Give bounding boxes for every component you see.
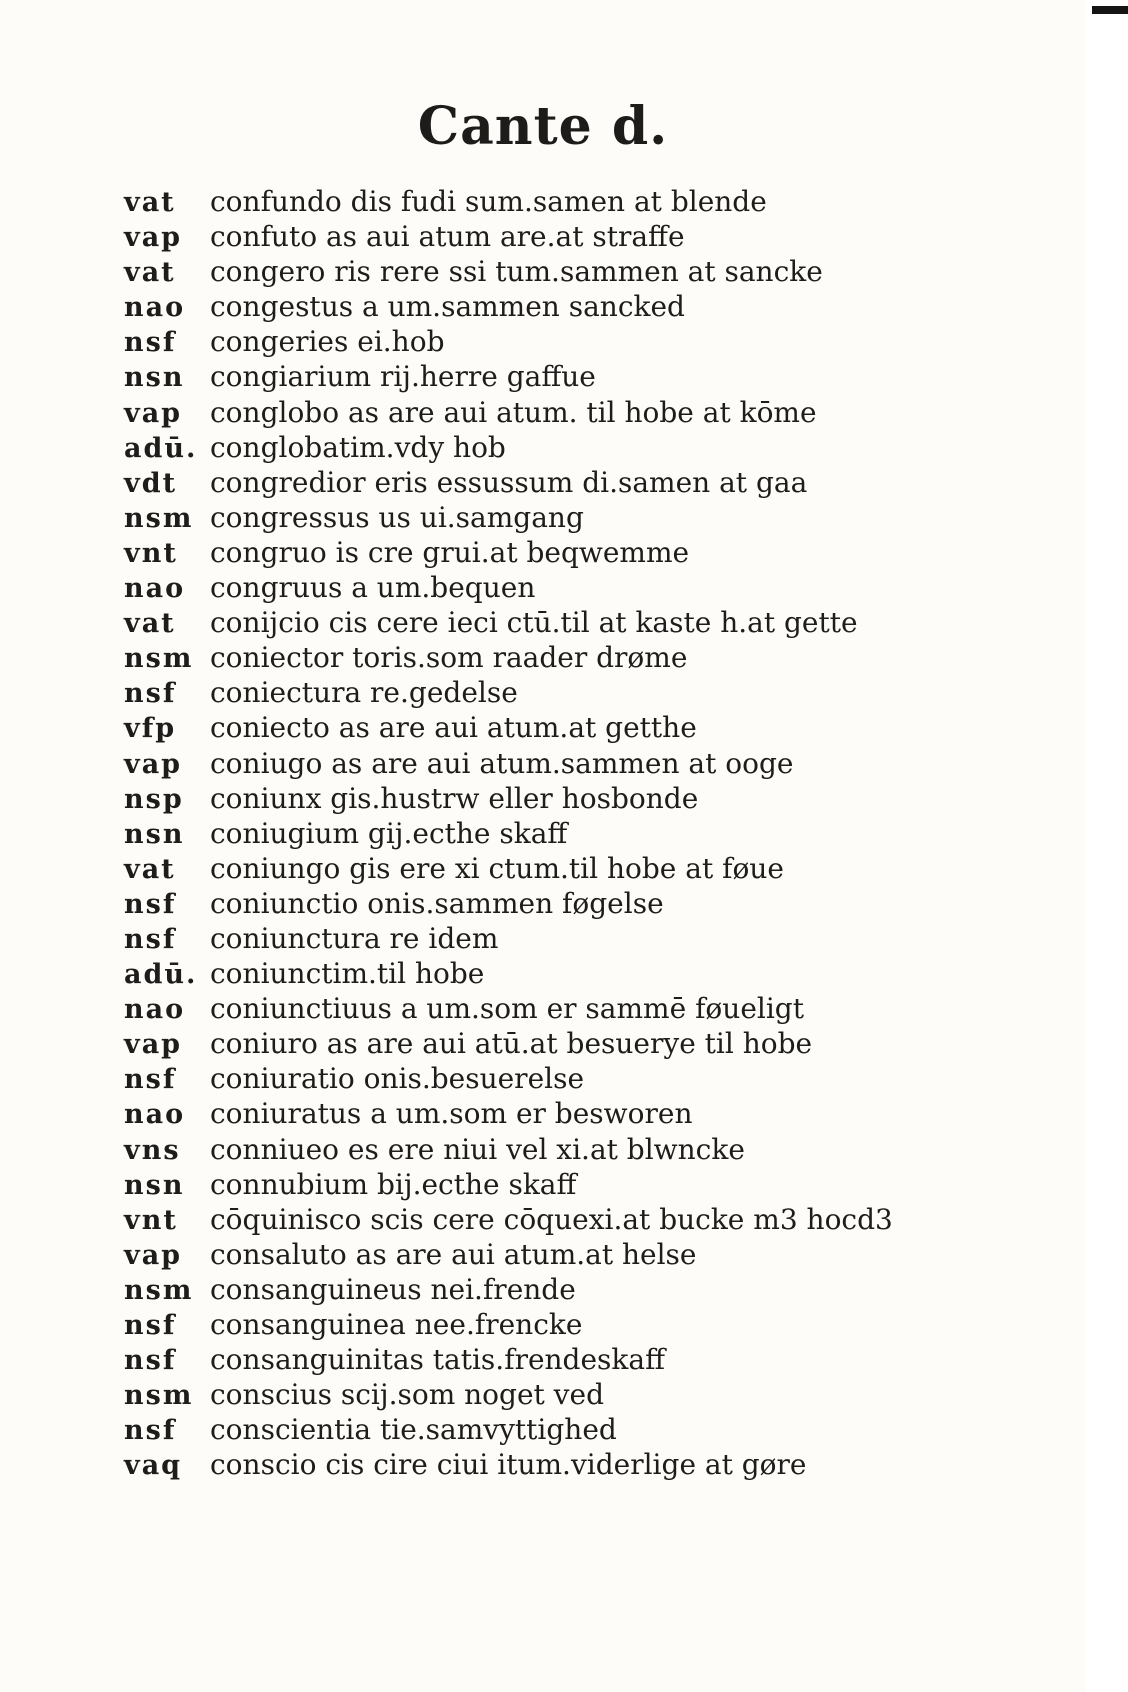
- grammar-code: vap: [124, 1029, 183, 1061]
- grammar-code: vat: [124, 257, 176, 289]
- scan-edge-mark: [1092, 6, 1128, 14]
- entry-text: cōquinisco scis cere cōquexi.at bucke m3 hocd3: [210, 1202, 893, 1236]
- entry-text: conijcio cis cere ieci ctū.til at kaste h.at gette: [210, 606, 858, 640]
- entry-text: congressus us ui.samgang: [210, 500, 584, 534]
- entry-text: conglobo as are aui atum. til hobe at kōme: [210, 395, 817, 429]
- grammar-code: nao: [124, 994, 186, 1026]
- grammar-code: nao: [124, 292, 186, 324]
- grammar-code: nsf: [124, 888, 177, 920]
- entry-text: consanguinea nee.frencke: [210, 1308, 583, 1341]
- dictionary-entry: [124, 1413, 924, 1448]
- dictionary-entry: [124, 1378, 924, 1413]
- dictionary-entry: [124, 992, 924, 1027]
- entry-text: coniuro as are aui atū.at besuerye til hobe: [210, 1027, 813, 1061]
- dictionary-entry: [124, 220, 924, 255]
- grammar-code: nsf: [124, 923, 177, 955]
- dictionary-entry: [124, 290, 924, 325]
- entry-text: coniunctiuus a um.som er sammē føueligt: [210, 992, 804, 1026]
- grammar-code: nsf: [124, 1345, 177, 1377]
- dictionary-entry: [124, 782, 924, 817]
- dictionary-entry: [124, 1308, 924, 1343]
- entry-text: coniunx gis.hustrw eller hosbonde: [210, 781, 699, 815]
- entry-text: congestus a um.sammen sancked: [210, 290, 685, 324]
- grammar-code: vnt: [124, 537, 178, 569]
- grammar-code: vns: [124, 1134, 181, 1166]
- page-margin: [1086, 0, 1128, 1692]
- entry-text: coniunctim.til hobe: [210, 957, 485, 991]
- dictionary-entry: [124, 1448, 924, 1483]
- entry-text: coniungo gis ere xi ctum.til hobe at føue: [210, 851, 784, 885]
- entry-text: coniunctura re idem: [210, 921, 499, 955]
- entry-text: conniueo es ere niui vel xi.at blwncke: [210, 1132, 745, 1166]
- dictionary-entry: [124, 466, 924, 501]
- entry-text: coniuratus a um.som er besworen: [210, 1097, 693, 1131]
- dictionary-entry: [124, 396, 924, 431]
- entry-text: connubium bij.ecthe skaff: [210, 1167, 577, 1201]
- grammar-code: adū.: [124, 959, 198, 991]
- dictionary-entry: [124, 185, 924, 220]
- dictionary-entry: [124, 641, 924, 676]
- grammar-code: nsf: [124, 327, 177, 359]
- entry-text: coniugo as are aui atum.sammen at ooge: [210, 746, 794, 780]
- dictionary-entry: [124, 325, 924, 360]
- dictionary-entry: [124, 255, 924, 290]
- dictionary-entry: [124, 747, 924, 782]
- entry-text: congruo is cre grui.at beqwemme: [210, 535, 690, 569]
- entry-text: conscientia tie.samvyttighed: [210, 1413, 617, 1447]
- dictionary-entry: [124, 571, 924, 606]
- grammar-code: nsn: [124, 1169, 185, 1201]
- entry-text: coniunctio onis.sammen føgelse: [210, 886, 664, 920]
- dictionary-entry: [124, 817, 924, 852]
- grammar-code: nao: [124, 1099, 186, 1131]
- entry-text: congiarium rij.herre gaffue: [210, 360, 596, 394]
- grammar-code: nsm: [124, 1274, 194, 1306]
- dictionary-entry: [124, 1238, 924, 1273]
- dictionary-entry: [124, 1027, 924, 1062]
- entry-text: congruus a um.bequen: [210, 571, 536, 605]
- grammar-code: adū.: [124, 432, 198, 464]
- grammar-code: vfp: [124, 713, 177, 745]
- entry-text: coniectura re.gedelse: [210, 676, 518, 710]
- dictionary-entry: [124, 922, 924, 957]
- dictionary-entry: [124, 1168, 924, 1203]
- entry-text: consanguinitas tatis.frendeskaff: [210, 1343, 665, 1377]
- dictionary-entry: [124, 1203, 924, 1238]
- entry-text: conglobatim.vdy hob: [210, 430, 506, 464]
- entry-text: conscio cis cire ciui itum.viderlige at gøre: [210, 1448, 807, 1482]
- dictionary-entry: [124, 1097, 924, 1132]
- dictionary-entry: [124, 1273, 924, 1308]
- grammar-code: nsn: [124, 818, 185, 850]
- entry-text: coniecto as are aui atum.at getthe: [210, 711, 697, 745]
- grammar-code: vdt: [124, 467, 178, 499]
- grammar-code: nsf: [124, 1064, 177, 1096]
- dictionary-entry: [124, 887, 924, 922]
- page-heading: Cante d.: [417, 96, 669, 157]
- grammar-code: nsn: [124, 362, 185, 394]
- grammar-code: vat: [124, 853, 176, 885]
- grammar-code: vat: [124, 608, 176, 640]
- dictionary-entry: [124, 957, 924, 992]
- entry-text: coniector toris.som raader drøme: [210, 641, 688, 675]
- dictionary-entry: [124, 360, 924, 395]
- grammar-code: nsp: [124, 783, 184, 815]
- grammar-code: vap: [124, 1239, 183, 1271]
- dictionary-entry: [124, 1343, 924, 1378]
- entry-text: consanguineus nei.frende: [210, 1272, 576, 1306]
- entry-text: congero ris rere ssi tum.sammen at sancke: [210, 255, 823, 289]
- dictionary-entry: [124, 711, 924, 746]
- dictionary-entry: [124, 536, 924, 571]
- grammar-code: nsm: [124, 643, 194, 675]
- entry-text: coniuratio onis.besuerelse: [210, 1062, 585, 1096]
- grammar-code: vat: [124, 187, 176, 218]
- grammar-code: vap: [124, 222, 183, 254]
- grammar-code: vap: [124, 748, 183, 780]
- dictionary-entry: [124, 431, 924, 466]
- entry-text: confuto as aui atum are.at straffe: [210, 220, 685, 254]
- entry-text: confundo dis fudi sum.samen at blende: [210, 185, 767, 218]
- entry-text: congeries ei.hob: [210, 325, 445, 359]
- dictionary-entry: [124, 676, 924, 711]
- dictionary-entry: [124, 606, 924, 641]
- grammar-code: nsf: [124, 678, 177, 710]
- grammar-code: vap: [124, 397, 183, 429]
- grammar-code: vnt: [124, 1204, 178, 1236]
- entry-text: congredior eris essussum di.samen at gaa: [210, 465, 808, 499]
- entry-text: coniugium gij.ecthe skaff: [210, 816, 568, 850]
- dictionary-entry: [124, 1133, 924, 1168]
- entry-list: [124, 185, 924, 1483]
- grammar-code: nsf: [124, 1310, 177, 1341]
- entry-text: consaluto as are aui atum.at helse: [210, 1237, 697, 1271]
- entry-text: conscius scij.som noget ved: [210, 1378, 604, 1412]
- grammar-code: nsm: [124, 502, 194, 534]
- dictionary-entry: [124, 501, 924, 536]
- grammar-code: vaq: [124, 1450, 183, 1482]
- dictionary-entry: [124, 852, 924, 887]
- dictionary-entry: [124, 1062, 924, 1097]
- grammar-code: nsm: [124, 1380, 194, 1412]
- grammar-code: nao: [124, 573, 186, 605]
- grammar-code: nsf: [124, 1415, 177, 1447]
